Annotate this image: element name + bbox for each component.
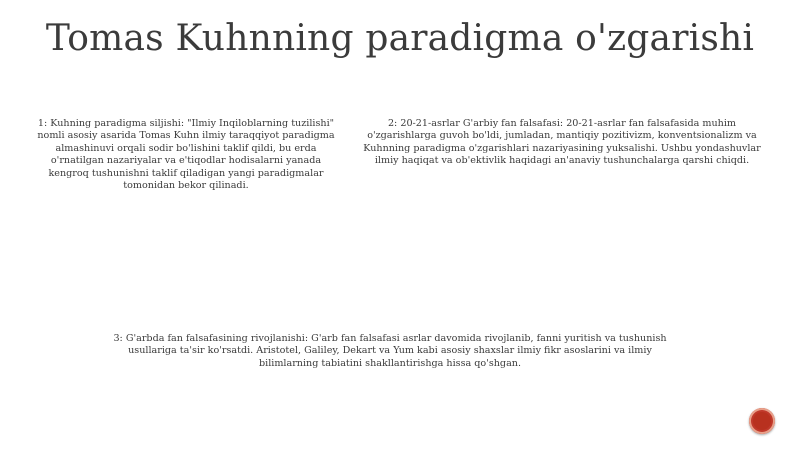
text-block-western-philosophy-development: 3: G'arbda fan falsafasining rivojlanishi: G'arb fan falsafasi asrlar davomida rivojlanib, fanni yuritish va tushunish usullariga ta'sir ko'rsatdi. Aristotel, Galiley, Dekart va Yum kabi asosiy shaxslar ilmiy fikr asoslarini va ilmiy bilimlarning tabiatini shakllantirishga hissa qo'shgan.	[113, 333, 667, 369]
next-slide-circle-icon	[753, 412, 771, 430]
next-slide-button[interactable]	[749, 408, 775, 434]
slide-title: Tomas Kuhnning paradigma o'zgarishi	[45, 18, 755, 59]
text-block-20-21-century-philosophy: 2: 20-21-asrlar G'arbiy fan falsafasi: 20-21-asrlar fan falsafasida muhim o'zgarishlarga guvoh bo'ldi, jumladan, mantiqiy pozitivizm, konventsionalizm va Kuhnning paradigma o'zgarishlari nazariyasining yuksalishi. Ushbu yondashuvlar ilmiy haqiqat va ob'ektivlik haqidagi an'anaviy tushunchalarga qarshi chiqdi.	[363, 118, 761, 167]
text-block-kuhn-paradigm-shift: 1: Kuhning paradigma siljishi: "Ilmiy Inqiloblarning tuzilishi" nomli asosiy asarida Tomas Kuhn ilmiy taraqqiyot paradigma almashinuvi orqali sodir bo'lishini taklif qildi, bu erda o'rnatilgan nazariyalar va e'tiqodlar hodisalarni yanada kengroq tushunishni taklif qiladigan yangi paradigmalar tomonidan bekor qilinadi.	[37, 118, 335, 192]
